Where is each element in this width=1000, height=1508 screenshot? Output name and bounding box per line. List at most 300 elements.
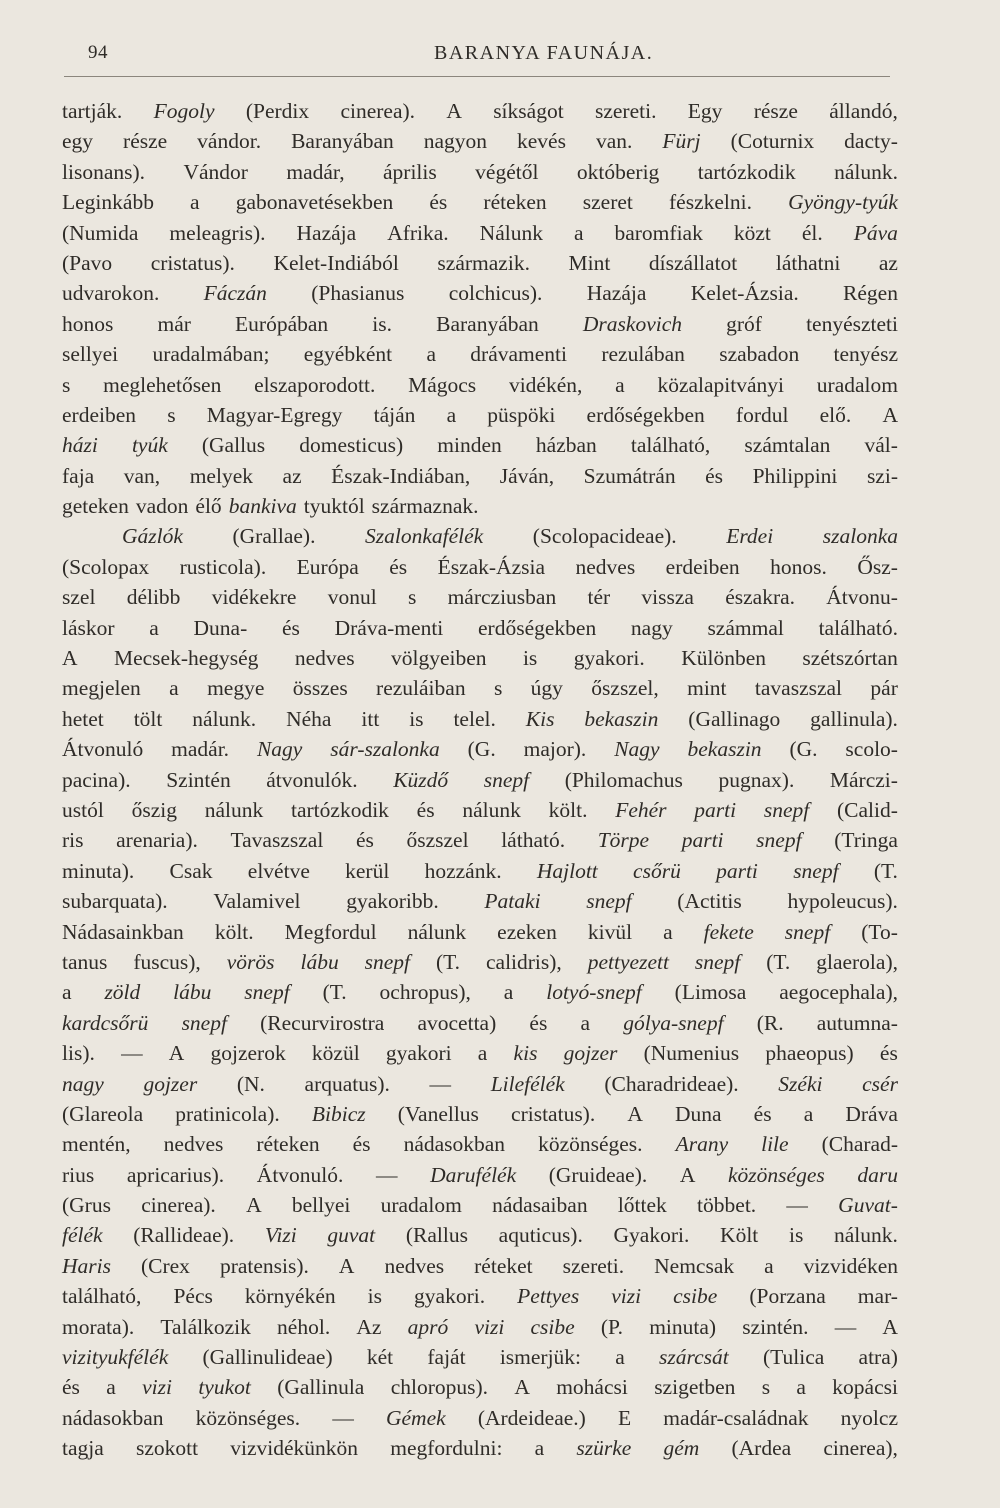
word: is xyxy=(409,706,424,731)
text-line xyxy=(62,1069,898,1099)
word: (Numenius xyxy=(643,1041,740,1066)
italic-word: Gázlók xyxy=(122,524,183,549)
word: — xyxy=(786,1193,808,1218)
word: tartják. xyxy=(62,99,123,123)
word: nálunk. xyxy=(834,1223,898,1248)
word: pugnax). xyxy=(718,767,795,792)
word: megye xyxy=(207,676,265,701)
word: tanus xyxy=(62,949,108,974)
word: és xyxy=(389,554,408,579)
italic-word: lile xyxy=(761,1132,789,1157)
word: tyuktól xyxy=(303,494,365,519)
word: április xyxy=(383,159,437,184)
word: domesticus) xyxy=(299,433,404,458)
word: madár, xyxy=(286,159,345,184)
italic-word: lábu xyxy=(173,980,212,1005)
word: honos. xyxy=(770,554,827,579)
text-line xyxy=(62,1160,898,1190)
word: Kelet-Ázsia. xyxy=(690,281,799,306)
word: avocetta) xyxy=(417,1010,497,1035)
italic-word: gólya-snepf xyxy=(623,1010,724,1035)
word: Baranyában xyxy=(291,129,394,154)
italic-word: Fogoly xyxy=(153,99,215,123)
word: költ. xyxy=(214,919,254,944)
word: Néha xyxy=(286,706,332,731)
word: scolo- xyxy=(845,737,898,762)
word: szétszórtan xyxy=(802,646,898,671)
word: tartózkodik xyxy=(697,159,796,184)
word: októberig xyxy=(576,159,660,184)
word: és xyxy=(281,615,300,640)
word: látható. xyxy=(501,828,566,853)
word: A xyxy=(882,402,898,427)
word: (Phasianus xyxy=(311,281,405,306)
word: uradalmában; xyxy=(152,342,270,367)
italic-word: Haris xyxy=(62,1253,111,1278)
italic-word: Vizi xyxy=(264,1223,297,1248)
word: hypoleucus). xyxy=(787,889,898,914)
word: minuta) xyxy=(649,1314,717,1339)
italic-word: zöld xyxy=(104,980,141,1005)
word: Mint xyxy=(568,250,611,275)
word: elszaporodott. xyxy=(254,372,376,397)
word: állandó, xyxy=(829,99,898,123)
word: (Crex xyxy=(140,1253,190,1278)
word: nedves xyxy=(575,554,636,579)
word: cristatus). xyxy=(511,1101,596,1126)
word: atra) xyxy=(858,1345,898,1370)
word: a xyxy=(149,615,159,640)
word: Különben xyxy=(681,646,766,671)
italic-word: kis xyxy=(513,1041,538,1066)
word: szigetben xyxy=(654,1375,736,1400)
italic-word: szalonka xyxy=(822,524,898,549)
word: mint xyxy=(687,676,727,701)
word: vizvidékünkön xyxy=(230,1436,359,1461)
word: közalapitványi xyxy=(657,372,785,397)
word: nálunk. xyxy=(192,706,257,731)
word: márcziusban xyxy=(447,585,557,610)
word: szereti. xyxy=(562,1253,625,1278)
word: (Grallae). xyxy=(232,524,316,549)
word: van. xyxy=(595,129,633,154)
word: ris xyxy=(62,828,84,853)
italic-word: Bibicz xyxy=(311,1101,366,1126)
text-line xyxy=(62,1433,898,1463)
word: pratensis). xyxy=(219,1253,309,1278)
word: gojzerok xyxy=(210,1041,286,1066)
word: mentén, xyxy=(62,1132,131,1157)
italic-word: Erdei xyxy=(726,524,774,549)
word: a xyxy=(62,980,72,1005)
word: Észak-Ázsia xyxy=(437,554,546,579)
text-line xyxy=(62,917,898,947)
word: Hazája xyxy=(296,220,357,245)
word: a xyxy=(426,342,436,367)
word: vizvidéken xyxy=(803,1253,898,1278)
body-text xyxy=(62,96,898,1464)
word: Nálunk xyxy=(479,220,543,245)
italic-word: vörös xyxy=(226,949,275,974)
word: és xyxy=(879,1041,898,1066)
text-line xyxy=(62,157,898,187)
italic-word: parti xyxy=(681,828,724,853)
italic-word: Fehér xyxy=(615,797,667,822)
word: réteket xyxy=(474,1253,533,1278)
word: cinerea). xyxy=(340,99,416,123)
word: Ősz- xyxy=(857,554,898,579)
word: calidris), xyxy=(485,949,562,974)
word: gyakori xyxy=(385,1041,452,1066)
italic-word: Nagy xyxy=(614,737,660,762)
italic-word: apró xyxy=(407,1314,449,1339)
word: környékén xyxy=(244,1284,336,1309)
word: Észak-Indiában, xyxy=(331,463,471,488)
word: Mágocs xyxy=(408,372,477,397)
word: és xyxy=(352,1132,371,1157)
page-header xyxy=(64,42,890,77)
word: chloropus). xyxy=(390,1375,489,1400)
word: (G. xyxy=(467,737,496,762)
word: s xyxy=(407,585,417,610)
text-line xyxy=(62,461,898,491)
page-number: 94 xyxy=(88,42,108,63)
word: nálunk xyxy=(462,797,521,822)
text-line xyxy=(62,521,898,551)
word: (Tulica xyxy=(762,1345,825,1370)
word: püspöki xyxy=(487,402,556,427)
word: (T. xyxy=(435,949,461,974)
word: tagja xyxy=(62,1436,104,1461)
word: fordul xyxy=(735,402,789,427)
text-line xyxy=(62,1251,898,1281)
word: A xyxy=(514,1375,530,1400)
italic-word: snepf xyxy=(586,889,632,914)
word: fészkelni. xyxy=(669,190,752,215)
word: a xyxy=(573,220,584,245)
text-line xyxy=(62,1220,898,1250)
word: nagy xyxy=(630,615,673,640)
word: található, xyxy=(630,433,711,458)
italic-word: snepf xyxy=(364,949,411,974)
word: (Rallideae). xyxy=(133,1223,235,1248)
word: (P. xyxy=(600,1314,623,1339)
word: (Glareola xyxy=(62,1101,144,1126)
word: lis). xyxy=(62,1041,95,1066)
word: és xyxy=(416,797,435,822)
word: is xyxy=(367,1284,383,1309)
word: tartózkodik xyxy=(291,797,389,822)
word: összes xyxy=(292,676,348,701)
word: és xyxy=(62,1375,80,1400)
word: rezulában xyxy=(601,342,685,367)
word: erdőségekben xyxy=(478,615,597,640)
text-line xyxy=(62,765,898,795)
italic-word: snepf xyxy=(483,767,530,792)
word: vonul xyxy=(327,585,377,610)
word: Az xyxy=(356,1314,382,1339)
word: vidékekre xyxy=(211,585,297,610)
text-line xyxy=(62,856,898,886)
word: A xyxy=(338,1253,355,1278)
word: szabadon xyxy=(719,342,800,367)
word: (To- xyxy=(861,919,898,944)
italic-word: pettyezett xyxy=(587,949,669,974)
italic-word: Kis xyxy=(525,706,555,731)
word: többet. xyxy=(697,1193,757,1218)
italic-word: Darufélék xyxy=(430,1162,517,1187)
italic-word: vizi xyxy=(611,1284,642,1309)
word: nedves xyxy=(384,1253,445,1278)
word: Szumátrán xyxy=(583,463,676,488)
word: nyolcz xyxy=(840,1405,898,1430)
word: Afrika. xyxy=(387,220,449,245)
word: elvétve xyxy=(247,858,310,883)
word: (G. xyxy=(789,737,818,762)
italic-word: csibe xyxy=(673,1284,718,1309)
italic-word: félék xyxy=(62,1223,103,1248)
text-line xyxy=(62,248,898,278)
word: A xyxy=(168,1041,185,1066)
text-line xyxy=(62,309,898,339)
text-line xyxy=(62,1038,898,1068)
word: drávamenti xyxy=(470,342,568,367)
word: a xyxy=(503,980,514,1005)
word: (Porzana xyxy=(749,1284,826,1309)
word: A xyxy=(882,1314,898,1339)
text-line xyxy=(62,126,898,156)
word: rezuláiban xyxy=(376,676,466,701)
word: a xyxy=(534,1436,545,1461)
word: tér xyxy=(587,585,611,610)
italic-word: Draskovich xyxy=(582,311,683,336)
word: (Actitis xyxy=(677,889,742,914)
italic-word: snepf xyxy=(763,797,810,822)
word: major). xyxy=(523,737,587,762)
word: E xyxy=(618,1405,632,1430)
word: (Rallus xyxy=(405,1223,468,1248)
word: — xyxy=(429,1071,452,1096)
word: és xyxy=(529,1010,548,1035)
word: származnak. xyxy=(371,494,479,519)
text-line xyxy=(62,96,898,126)
italic-word: lotyó-snepf xyxy=(546,980,642,1005)
italic-word: Szalonkafélék xyxy=(365,524,484,549)
word: és xyxy=(355,828,374,853)
word: (Philomachus xyxy=(564,767,683,792)
text-line xyxy=(62,1129,898,1159)
word: végétől xyxy=(475,159,539,184)
word: arenaria). xyxy=(116,828,198,853)
text-line xyxy=(62,278,898,308)
word: (Numida xyxy=(62,220,139,245)
word: táján xyxy=(373,402,416,427)
word: (Tringa xyxy=(834,828,898,853)
word: bellyei xyxy=(291,1193,351,1218)
word: és xyxy=(705,463,724,488)
italic-word: sár-szalonka xyxy=(330,737,440,762)
word: mar- xyxy=(857,1284,898,1309)
text-line xyxy=(62,430,898,460)
word: A xyxy=(446,99,462,123)
italic-word: nagy xyxy=(62,1071,104,1096)
word: (Gallinago xyxy=(688,706,781,731)
text-line xyxy=(62,886,898,916)
word: (T. xyxy=(873,858,898,883)
word: északra. xyxy=(725,585,796,610)
word: a xyxy=(764,1253,774,1278)
text-line xyxy=(62,400,898,430)
italic-word: Arany xyxy=(675,1132,729,1157)
word: díszállatot xyxy=(648,250,738,275)
italic-word: snepf xyxy=(181,1010,227,1035)
italic-word: szürke xyxy=(576,1436,632,1461)
word: Költ xyxy=(720,1223,759,1248)
word: egy xyxy=(62,129,94,154)
italic-word: Páva xyxy=(853,220,898,245)
italic-word: Hajlott xyxy=(536,858,598,883)
word: két xyxy=(366,1345,394,1370)
word: vadon xyxy=(135,494,189,519)
word: őszig xyxy=(131,797,177,822)
word: szi- xyxy=(866,463,898,488)
word: meleagris). xyxy=(169,220,266,245)
word: Magyar-Egregy xyxy=(206,402,343,427)
text-line xyxy=(62,734,898,764)
word: ismerjük: xyxy=(499,1345,582,1370)
word: Gyakori. xyxy=(613,1223,690,1248)
word: megjelen xyxy=(62,676,141,701)
word: (Limosa xyxy=(674,980,747,1005)
word: phaeopus) xyxy=(765,1041,854,1066)
italic-word: Fáczán xyxy=(203,281,267,306)
italic-word: Fürj xyxy=(662,129,701,154)
text-line xyxy=(62,1342,898,1372)
word: nádasokban xyxy=(403,1132,506,1157)
word: Átvonuló xyxy=(62,737,144,762)
word: morata). xyxy=(62,1314,135,1339)
word: Átvonuló. xyxy=(256,1162,344,1187)
word: kerül xyxy=(345,858,390,883)
word: Találkozik xyxy=(160,1314,251,1339)
word: udvarokon. xyxy=(62,281,160,306)
word: subarquata). xyxy=(62,889,168,914)
word: Régen xyxy=(843,281,898,306)
word: Philippini xyxy=(752,463,838,488)
italic-word: bankiva xyxy=(228,494,297,519)
word: réteken xyxy=(483,190,547,215)
italic-word: házi xyxy=(62,433,98,458)
italic-word: parti xyxy=(716,858,758,883)
word: Európában xyxy=(235,311,329,336)
word: közül xyxy=(311,1041,360,1066)
word: kopácsi xyxy=(832,1375,898,1400)
italic-word: bekaszin xyxy=(584,706,659,731)
word: (Gruideae). xyxy=(548,1162,648,1187)
word: hetet xyxy=(62,706,104,731)
word: pacina). xyxy=(62,767,131,792)
word: (Scolopax xyxy=(62,554,150,579)
word: közönséges. xyxy=(195,1405,301,1430)
text-line xyxy=(62,370,898,400)
word: (R. xyxy=(756,1010,784,1035)
word: sellyei xyxy=(62,342,119,367)
word: gyakoribb. xyxy=(346,889,439,914)
word: Dráva-menti xyxy=(334,615,444,640)
italic-word: gojzer xyxy=(563,1041,618,1066)
word: őszszel xyxy=(406,828,469,853)
italic-word: tyukot xyxy=(198,1375,251,1400)
text-line xyxy=(62,613,898,643)
word: található. xyxy=(818,615,898,640)
word: (Pavo xyxy=(62,250,113,275)
word: vándor. xyxy=(197,129,262,154)
word: s xyxy=(761,1375,771,1400)
italic-word: csér xyxy=(862,1071,898,1096)
text-line xyxy=(62,218,898,248)
word: madár-családnak xyxy=(663,1405,809,1430)
word: származik. xyxy=(437,250,530,275)
word: arquatus). xyxy=(304,1071,390,1096)
word: Valamivel xyxy=(213,889,301,914)
text-line xyxy=(62,552,898,582)
word: hozzánk. xyxy=(424,858,502,883)
word: nálunk xyxy=(407,919,467,944)
word: kivül xyxy=(587,919,633,944)
word: gabonavetésekben xyxy=(235,190,394,215)
italic-word: Guvat- xyxy=(838,1193,898,1218)
word: — xyxy=(834,1314,857,1339)
word: a xyxy=(190,190,200,215)
word: Nádasainkban xyxy=(62,919,184,944)
word: cinerea). xyxy=(141,1193,216,1218)
word: erdőségekben xyxy=(586,402,705,427)
word: néhol. xyxy=(277,1314,331,1339)
word: itt xyxy=(361,706,380,731)
text-line xyxy=(62,1008,898,1038)
word: Márczi- xyxy=(829,767,898,792)
word: réteken xyxy=(256,1132,320,1157)
word: Európa xyxy=(296,554,359,579)
word: s xyxy=(167,402,176,427)
text-line xyxy=(62,825,898,855)
word: is xyxy=(522,646,538,671)
italic-word: Pataki xyxy=(484,889,541,914)
word: s xyxy=(62,372,71,397)
word: Szintén xyxy=(166,767,231,792)
word: úgy xyxy=(530,676,563,701)
text-line xyxy=(62,643,898,673)
word: ochropus), xyxy=(379,980,471,1005)
word: (Calid- xyxy=(837,797,898,822)
word: (Gallinulideae) xyxy=(202,1345,333,1370)
word: közönséges. xyxy=(538,1132,643,1157)
word: a xyxy=(663,919,673,944)
word: — xyxy=(121,1041,143,1066)
italic-word: Küzdő xyxy=(393,767,449,792)
word: ezeken xyxy=(497,919,557,944)
text-line xyxy=(62,795,898,825)
word: cristatus). xyxy=(150,250,235,275)
word: pratinicola). xyxy=(175,1101,280,1126)
word: telel. xyxy=(453,706,496,731)
italic-word: vizi xyxy=(474,1314,505,1339)
word: nedves xyxy=(294,646,355,671)
word: Jáván, xyxy=(499,463,555,488)
word: Duna- xyxy=(193,615,248,640)
italic-word: snepf xyxy=(756,828,802,853)
italic-word: közönséges xyxy=(728,1162,825,1187)
